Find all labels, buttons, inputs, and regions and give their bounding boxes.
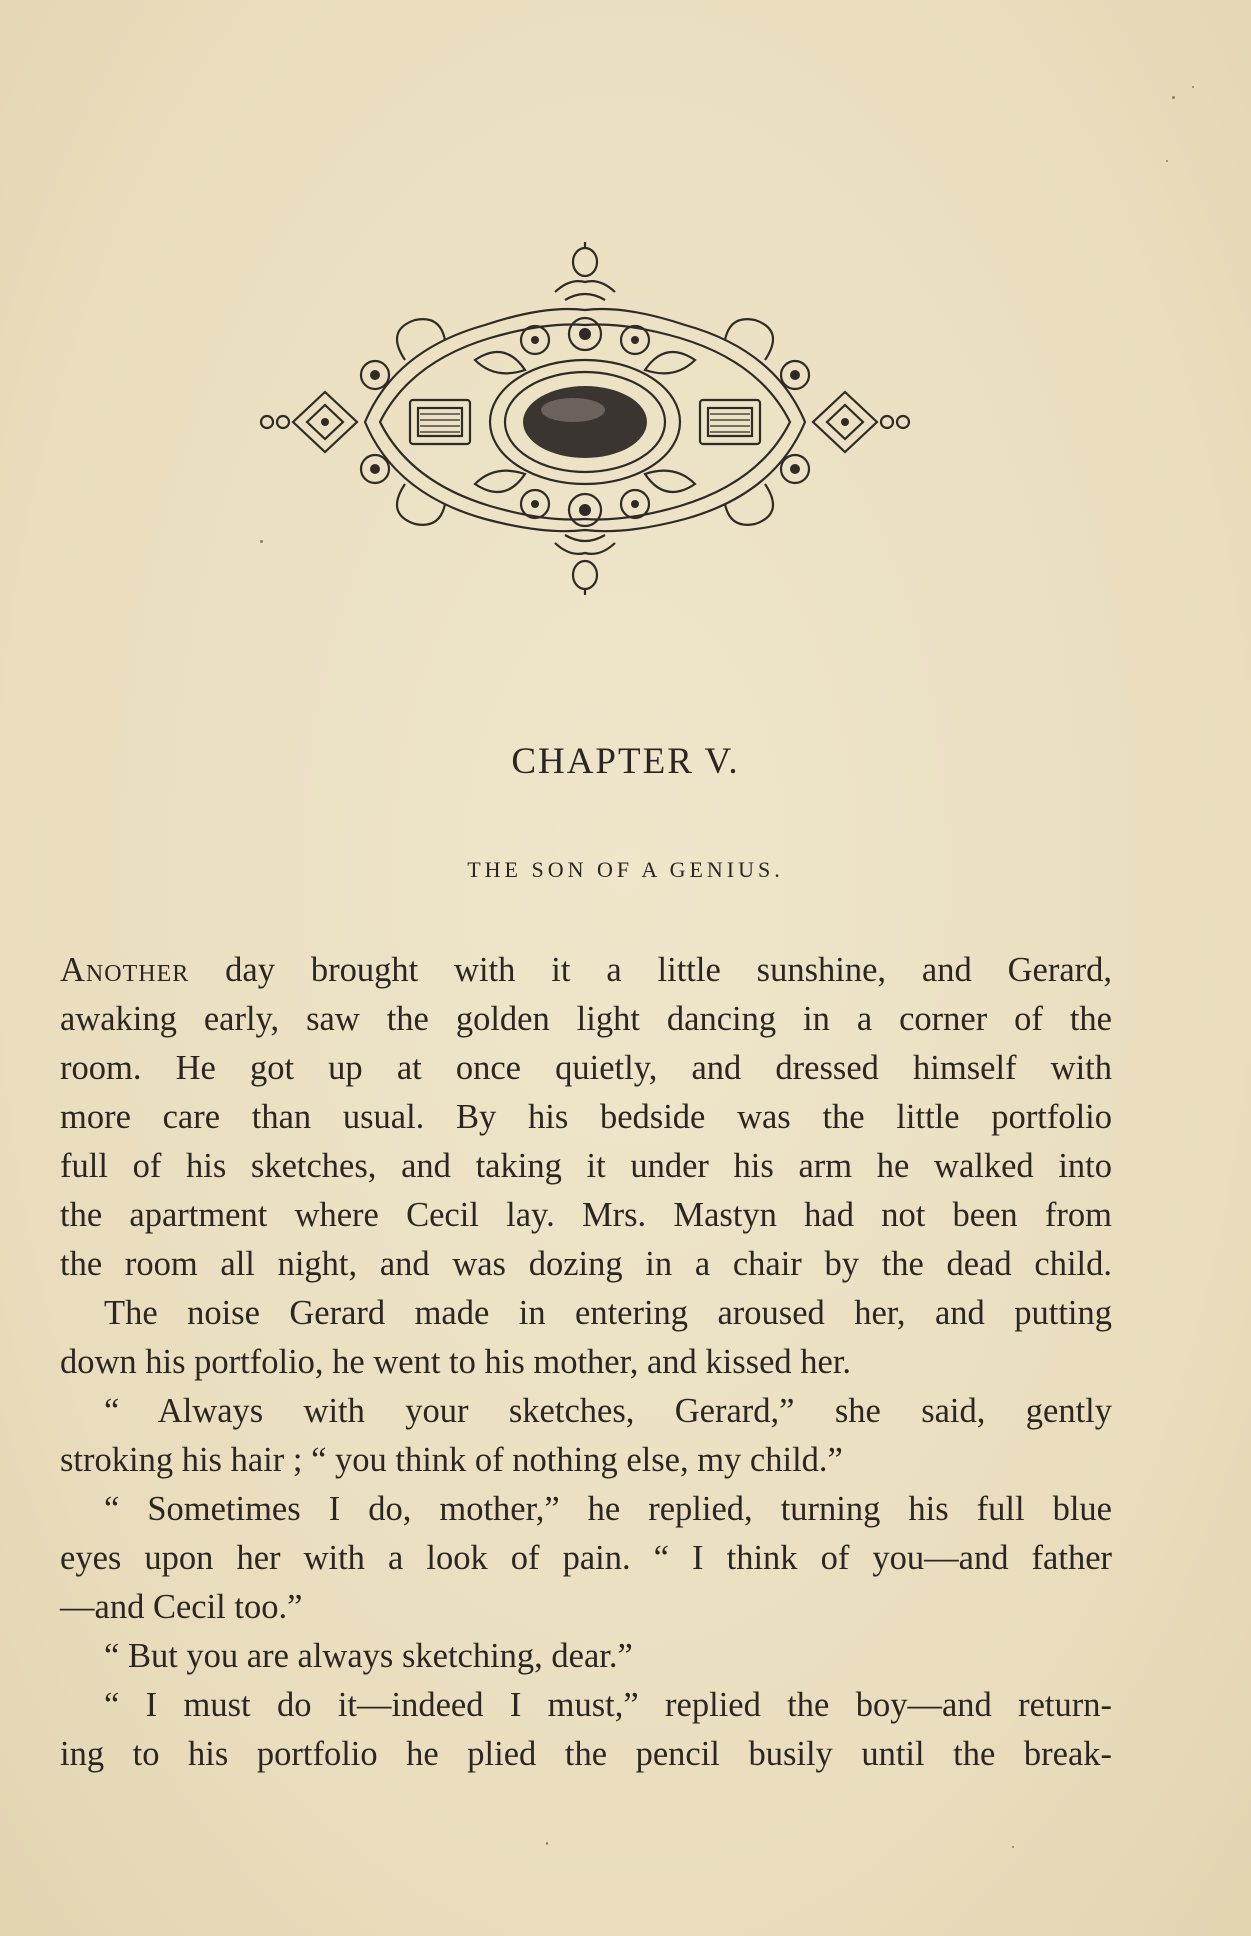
text-line: the room all night, and was dozing in a chair by the dead child. bbox=[60, 1245, 1112, 1283]
chapter-subtitle: THE SON OF A GENIUS. bbox=[467, 857, 784, 882]
text-line: The noise Gerard made in entering aroused her, and putting bbox=[104, 1294, 1112, 1332]
text-line: ing to his portfolio he plied the pencil busily until the break- bbox=[60, 1735, 1112, 1773]
chapter-body bbox=[60, 946, 1112, 1779]
chapter-title: CHAPTER V. bbox=[511, 741, 740, 782]
text-line: awaking early, saw the golden light dancing in a corner of the bbox=[60, 1000, 1112, 1038]
chapter-headpiece-ornament-icon bbox=[255, 230, 915, 605]
text-line: “ Sometimes I do, mother,” he replied, turning his full blue bbox=[104, 1490, 1112, 1528]
opening-word: Another bbox=[60, 951, 190, 989]
text-line: full of his sketches, and taking it under his arm he walked into bbox=[60, 1147, 1112, 1185]
text-line: the apartment where Cecil lay. Mrs. Mastyn had not been from bbox=[60, 1196, 1112, 1234]
text-line: eyes upon her with a look of pain. “ I think of you—and father bbox=[60, 1539, 1112, 1577]
text-line: “ I must do it—indeed I must,” replied the boy—and return- bbox=[104, 1686, 1112, 1724]
text-line: more care than usual. By his bedside was the little portfolio bbox=[60, 1098, 1112, 1136]
text-line: Another day brought with it a little sunshine, and Gerard, bbox=[60, 951, 1112, 989]
text-line: room. He got up at once quietly, and dressed himself with bbox=[60, 1049, 1112, 1087]
text-line: —and Cecil too.” bbox=[60, 1588, 303, 1626]
text-line: stroking his hair ; “ you think of nothing else, my child.” bbox=[60, 1441, 843, 1479]
text-line: “ Always with your sketches, Gerard,” she said, gently bbox=[104, 1392, 1112, 1430]
text-line: “ But you are always sketching, dear.” bbox=[104, 1637, 633, 1675]
text-line: down his portfolio, he went to his mother, and kissed her. bbox=[60, 1343, 852, 1381]
